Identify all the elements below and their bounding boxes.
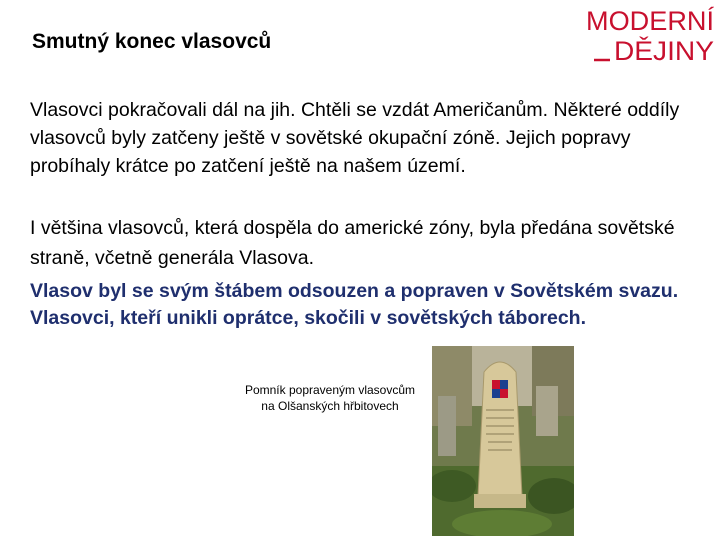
logo-line1: MODERNÍ [586, 6, 715, 36]
photo-caption: Pomník popraveným vlasovcům na Olšanských hřbitovech [244, 383, 416, 413]
paragraph-1: Vlasovci pokračovali dál na jih. Chtěli se vzdát Američanům. Některé oddíly vlasovců byly zatčeny ještě v sovětské okupační zóně. Jejich popravy probíhaly krátce po zatčení ještě na našem území. [30, 99, 680, 177]
memorial-photo [432, 346, 574, 536]
paragraph-3-highlight: Vlasov byl se svým štábem odsouzen a popraven v Sovětském svazu. Vlasovci, kteří unikli oprátce, skočili v sovětských táborech. [30, 280, 679, 329]
logo-line2: DĚJINY [614, 36, 711, 64]
moderni-dejiny-logo [584, 6, 716, 64]
paragraph-2: I většina vlasovců, která dospěla do americké zóny, byla předána sovětské straně, včetně generála Vlasova. [30, 217, 675, 269]
slide-title: Smutný konec vlasovců [32, 30, 272, 53]
